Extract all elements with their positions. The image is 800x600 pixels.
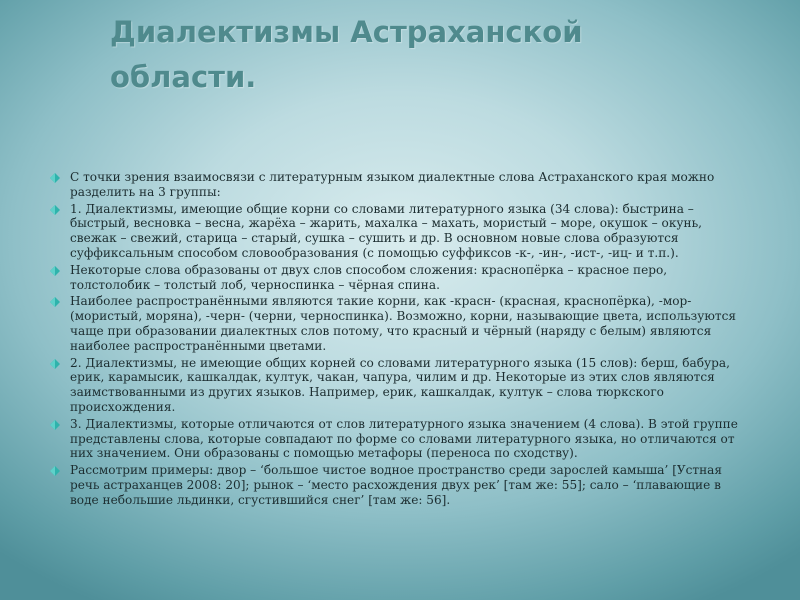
paragraph-text: 1. Диалектизмы, имеющие общие корни со словами литературного языка (34 слова): быстрина – быстрый, весновка – весна, жарёха – жарить, махалка – махать, мористый – море, окушок – окунь, свежак – свежий, старица – старый, сушка – сушить и др. В основном новые слова образуются суффиксальным способом словообразования (с помощью суффиксов -к-, -ин-, -ист-, -иц- и т.п.). [70, 201, 702, 260]
paragraph-text: С точки зрения взаимосвязи с литературным языком диалектные слова Астраханского края можно разделить на 3 группы: [70, 170, 715, 199]
paragraph-text: Наиболее распространёнными являются такие корни, как -красн- (красная, краснопёрка), -мор- (мористый, моряна), -черн- (черни, черноспинка). Возможно, корни, называющие цвета, используются чаще при образовании диалектных слов потому, что красный и чёрный (наряду с белым) являются наиболее распространёнными цветами. [70, 294, 736, 353]
paragraph-text: Рассмотрим примеры: двор – ‘большое чистое водное пространство среди зарослей камыша’ [Устная речь астраханцев 2008: 20]; рынок – ‘место расхождения двух рек’ [там же: 55]; сало – ‘плавающие в воде небольшие льдинки, сгустившийся снег’ [там же: 56]. [70, 463, 723, 507]
paragraph-examples [50, 463, 750, 507]
paragraph-compounds [50, 263, 750, 293]
paragraph-text: Некоторые слова образованы от двух слов способом сложения: краснопёрка – красное перо, толстолобик – толстый лоб, черноспинка – чёрная спина. [70, 262, 668, 292]
crystal-bullet-icon [50, 205, 60, 215]
paragraph-group-2 [50, 356, 750, 415]
paragraph-text: 2. Диалектизмы, не имеющие общих корней со словами литературного языка (15 слов): берш, бабура, ерик, карамысик, кашкалдак, култук, чакан, чапура, чилим и др. Некоторые из этих слов являются заимствованными из других языков. Например, ерик, кашкалдак, култук – слова тюркского происхождения. [70, 355, 730, 414]
slide-content-list [50, 170, 750, 510]
crystal-bullet-icon [50, 297, 60, 307]
paragraph-group-3 [50, 417, 750, 461]
slide-title: Диалектизмы Астраханской области. [110, 15, 583, 94]
paragraph-intro [50, 170, 750, 200]
crystal-bullet-icon [50, 173, 60, 183]
crystal-bullet-icon [50, 266, 60, 276]
paragraph-text: 3. Диалектизмы, которые отличаются от слов литературного языка значением (4 слова). В этой группе представлены слова, которые совпадают по форме со словами литературного языка, но отличаются от них значением. Они образованы с помощью метафоры (переноса по сходству). [70, 416, 738, 461]
paragraph-roots [50, 294, 750, 353]
crystal-bullet-icon [50, 420, 60, 430]
paragraph-group-1 [50, 202, 750, 261]
crystal-bullet-icon [50, 466, 60, 476]
crystal-bullet-icon [50, 359, 60, 369]
